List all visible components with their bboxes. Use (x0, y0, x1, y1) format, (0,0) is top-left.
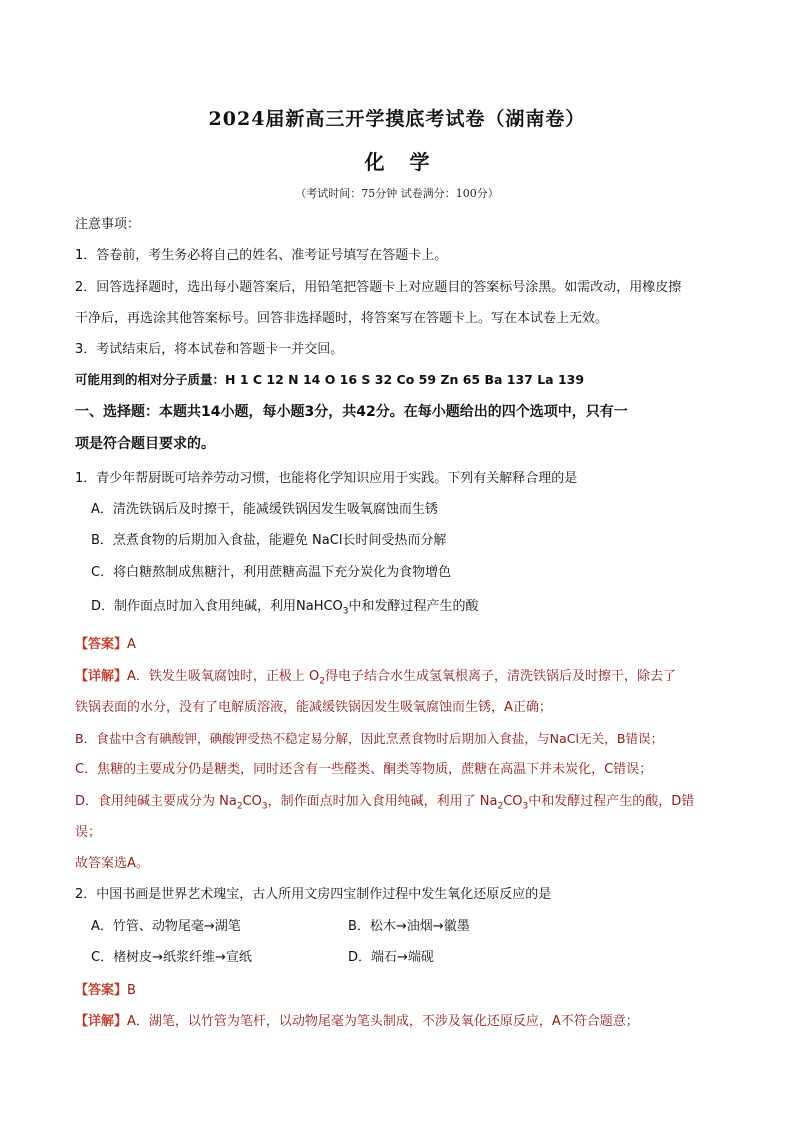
q2-option-d: D．端石→端砚 (348, 950, 434, 965)
note-3: 3．考试结束后，将本试卷和答题卡一并交回。 (75, 342, 344, 357)
section-1-heading-line-2: 项是符合题目要求的。 (75, 436, 215, 452)
note-1: 1．答卷前，考生务必将自己的姓名、准考证号填写在答题卡上。 (75, 248, 448, 263)
section-1-heading-line-1: 一、选择题：本题共14小题，每小题3分，共42分。在每小题给出的四个选项中，只有一 (75, 404, 628, 420)
q1-option-a: A．清洗铁锅后及时擦干，能减缓铁锅因发生吸氧腐蚀而生锈 (91, 502, 438, 517)
q2-detail-a: 【详解】A．湖笔，以竹管为笔杆，以动物尾毫为笔头制成，不涉及氧化还原反应，A不符合题意； (75, 1014, 639, 1029)
q1-answer: 【答案】A (75, 637, 136, 652)
q1-conclusion: 故答案选A。 (75, 856, 149, 871)
q2-option-b: B．松木→油烟→徽墨 (348, 919, 470, 934)
relative-masses: 可能用到的相对分子质量：H 1 C 12 N 14 O 16 S 32 Co 59 Zn 65 Ba 137 La 139 (75, 372, 585, 387)
q2-answer: 【答案】B (75, 983, 136, 998)
q1-option-d: D．制作面点时加入食用纯碱，利用NaHCO$_3$中和发酵过程产生的酸 (91, 599, 479, 617)
q2-option-c: C．楮树皮→纸浆纤维→宣纸 (91, 950, 252, 965)
note-2-line-1: 2．回答选择题时，选出每小题答案后，用铅笔把答题卡上对应题目的答案标号涂黑。如需改动，用橡皮擦 (75, 280, 682, 295)
q1-detail-a-line-1: 【详解】A．铁发生吸氧腐蚀时，正极上 $O_2$得电子结合水生成氢氧根离子，清洗铁锅后及时擦干，除去了 (75, 669, 677, 687)
notes-heading: 注意事项： (75, 217, 141, 232)
q2-stem: 2．中国书画是世界艺术瑰宝，古人所用文房四宝制作过程中发生氧化还原反应的是 (75, 887, 552, 902)
q1-detail-a-line-2: 铁锅表面的水分，没有了电解质溶液，能减缓铁锅因发生吸氧腐蚀而生锈，A正确； (75, 700, 552, 715)
q1-detail-b: B．食盐中含有碘酸钾，碘酸钾受热不稳定易分解，因此烹煮食物时后期加入食盐，与NaCl无关，B错误； (75, 731, 664, 746)
q1-detail-d-line-1: D．食用纯碱主要成分为 $Na_2CO_3$，制作面点时加入食用纯碱，利用了 $Na_2CO_3$中和发酵过程产生的酸，D错 (75, 794, 695, 812)
q2-option-a: A．竹管、动物尾毫→湖笔 (91, 919, 241, 934)
q1-detail-d-line-2: 误； (75, 825, 102, 840)
exam-info: （考试时间：75分钟 试卷满分：100分） (295, 187, 499, 200)
q1-detail-c: C．焦糖的主要成分仍是糖类，同时还含有一些醛类、酮类等物质，蔗糖在高温下并未炭化，C错误； (75, 762, 653, 777)
note-2-line-2: 干净后，再选涂其他答案标号。回答非选择题时，将答案写在答题卡上。写在本试卷上无效。 (75, 311, 609, 326)
exam-title: 2024届新高三开学摸底考试卷（湖南卷） (208, 108, 586, 130)
q1-option-b: B．烹煮食物的后期加入食盐，能避免 NaCl长时间受热而分解 (91, 533, 447, 548)
subject-title: 化 学 (364, 150, 430, 174)
q1-option-c: C．将白糖熬制成焦糖汁，利用蔗糖高温下充分炭化为食物增色 (91, 565, 452, 580)
q1-stem: 1．青少年帮厨既可培养劳动习惯，也能将化学知识应用于实践。下列有关解释合理的是 (75, 471, 578, 486)
